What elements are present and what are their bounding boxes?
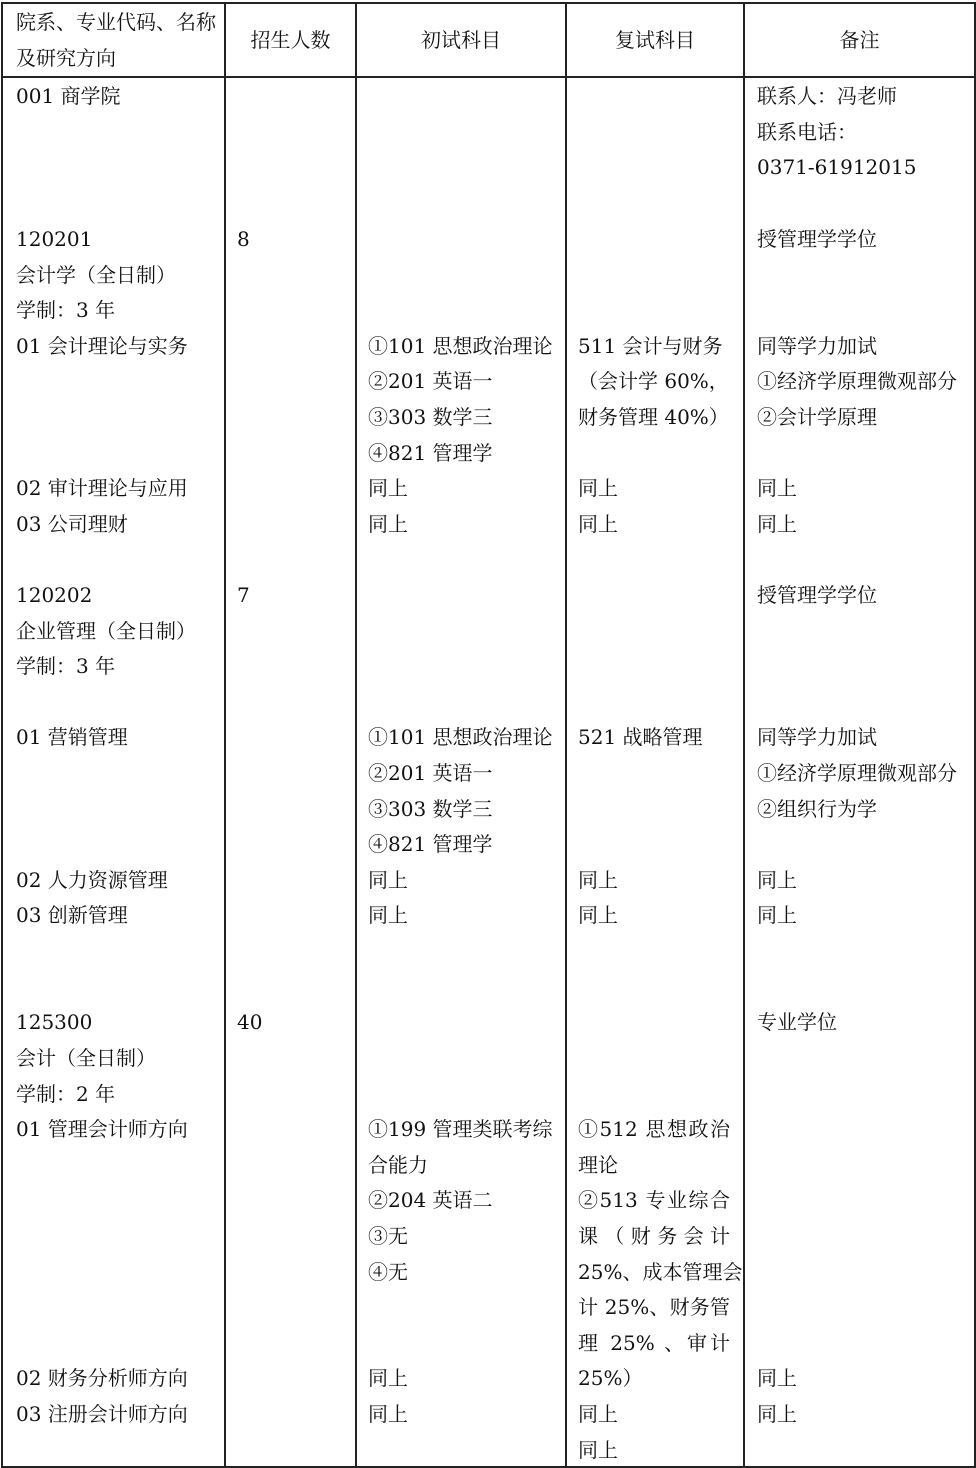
notes-line: 同上 xyxy=(757,1402,797,1426)
enrollment-column-lines xyxy=(226,78,355,1466)
header-retest: 复试科目 xyxy=(566,3,744,77)
dept-line: 02 财务分析师方向 xyxy=(16,1366,188,1390)
initial-exam-line: ④821 管理学 xyxy=(368,832,493,856)
notes-column-lines xyxy=(745,78,974,1466)
initial-exam-line: ①101 思想政治理论 xyxy=(368,725,553,749)
header-row xyxy=(2,3,975,77)
header-enrollment: 招生人数 xyxy=(225,3,356,77)
dept-column-lines xyxy=(3,78,224,1466)
dept-line: 120202 xyxy=(16,583,93,607)
dept-line: 会计（全日制） xyxy=(16,1046,156,1070)
initial-exam-line: 合能力 xyxy=(368,1153,428,1177)
retest-line: 同上 xyxy=(578,1438,618,1462)
retest-line: ①512 思想政治 xyxy=(578,1117,730,1141)
notes-line: ①经济学原理微观部分 xyxy=(757,369,957,393)
dept-line: 03 公司理财 xyxy=(16,512,128,536)
header-initial-exam: 初试科目 xyxy=(356,3,566,77)
notes-line: 同上 xyxy=(757,868,797,892)
dept-line: 120201 xyxy=(16,227,93,251)
initial-exam-line: ②204 英语二 xyxy=(368,1188,493,1212)
initial-exam-line: 同上 xyxy=(368,512,408,536)
initial-exam-line: ③无 xyxy=(368,1224,408,1248)
notes-line: 专业学位 xyxy=(757,1010,837,1034)
dept-line: 02 审计理论与应用 xyxy=(16,476,188,500)
initial-exam-line: 同上 xyxy=(368,1402,408,1426)
retest-line: 理 25% 、审计 xyxy=(578,1331,730,1355)
notes-column xyxy=(744,77,975,1467)
dept-line: 125300 xyxy=(16,1010,93,1034)
dept-column xyxy=(2,77,225,1467)
notes-line: 同上 xyxy=(757,1366,797,1390)
notes-line: 同上 xyxy=(757,903,797,927)
dept-line: 03 创新管理 xyxy=(16,903,128,927)
initial-exam-line: 同上 xyxy=(368,1366,408,1390)
notes-line: 0371-61912015 xyxy=(757,155,917,179)
dept-line: 03 注册会计师方向 xyxy=(16,1402,188,1426)
retest-line: 计 25%、财务管 xyxy=(578,1295,730,1319)
retest-line: 同上 xyxy=(578,903,618,927)
notes-line: 同等学力加试 xyxy=(757,334,877,358)
notes-line: ②组织行为学 xyxy=(757,797,877,821)
initial-exam-line: ④821 管理学 xyxy=(368,441,493,465)
retest-line: 财务管理 40%） xyxy=(578,405,729,429)
notes-line: 同等学力加试 xyxy=(757,725,877,749)
retest-column-lines xyxy=(567,78,743,1466)
retest-line: 25%） xyxy=(578,1366,643,1390)
header-notes: 备注 xyxy=(744,3,975,77)
notes-line: 同上 xyxy=(757,476,797,500)
initial-exam-line: ④无 xyxy=(368,1260,408,1284)
retest-line: 521 战略管理 xyxy=(578,725,703,749)
dept-line: 学制：3 年 xyxy=(16,654,116,678)
retest-line: 25%、成本管理会 xyxy=(578,1260,743,1284)
notes-line: ②会计学原理 xyxy=(757,405,877,429)
initial-exam-line: 同上 xyxy=(368,476,408,500)
retest-line: 同上 xyxy=(578,512,618,536)
initial-exam-column-lines xyxy=(357,78,565,1466)
retest-line: 同上 xyxy=(578,476,618,500)
header-dept-line2: 及研究方向 xyxy=(16,46,116,70)
notes-line: 同上 xyxy=(757,512,797,536)
initial-exam-column xyxy=(356,77,566,1467)
header-dept xyxy=(2,3,225,77)
retest-line: 理论 xyxy=(578,1153,618,1177)
initial-exam-line: 同上 xyxy=(368,868,408,892)
notes-line: 授管理学学位 xyxy=(757,227,877,251)
retest-line: 同上 xyxy=(578,868,618,892)
dept-line: 01 营销管理 xyxy=(16,725,128,749)
dept-line: 会计学（全日制） xyxy=(16,263,176,287)
enrollment-value: 7 xyxy=(237,583,250,607)
dept-line: 学制：2 年 xyxy=(16,1082,116,1106)
enrollment-column xyxy=(225,77,356,1467)
notes-line: 联系电话： xyxy=(757,120,857,144)
initial-exam-line: ③303 数学三 xyxy=(368,405,493,429)
dept-line: 企业管理（全日制） xyxy=(16,619,196,643)
dept-line: 01 会计理论与实务 xyxy=(16,334,188,358)
initial-exam-line: ①199 管理类联考综 xyxy=(368,1117,553,1141)
notes-line: 联系人：冯老师 xyxy=(757,84,897,108)
notes-line: ①经济学原理微观部分 xyxy=(757,761,957,785)
enrollment-value: 40 xyxy=(237,1010,263,1034)
enrollment-value: 8 xyxy=(237,227,250,251)
retest-line: 511 会计与财务 xyxy=(578,334,723,358)
dept-line: 001 商学院 xyxy=(16,84,121,108)
dept-line: 学制：3 年 xyxy=(16,298,116,322)
notes-line: 授管理学学位 xyxy=(757,583,877,607)
header-dept-line1: 院系、专业代码、名称 xyxy=(16,10,216,34)
retest-line: （会计学 60%， xyxy=(578,369,729,393)
initial-exam-line: 同上 xyxy=(368,903,408,927)
initial-exam-line: ②201 英语一 xyxy=(368,369,493,393)
retest-line: 课（财务会计 xyxy=(578,1224,730,1248)
dept-line: 01 管理会计师方向 xyxy=(16,1117,188,1141)
dept-line: 02 人力资源管理 xyxy=(16,868,168,892)
retest-line: ②513 专业综合 xyxy=(578,1188,730,1212)
initial-exam-line: ①101 思想政治理论 xyxy=(368,334,553,358)
initial-exam-line: ③303 数学三 xyxy=(368,797,493,821)
retest-line: 同上 xyxy=(578,1402,618,1426)
retest-column xyxy=(566,77,744,1467)
admissions-table xyxy=(1,2,976,1468)
initial-exam-line: ②201 英语一 xyxy=(368,761,493,785)
body-row xyxy=(2,77,975,1467)
